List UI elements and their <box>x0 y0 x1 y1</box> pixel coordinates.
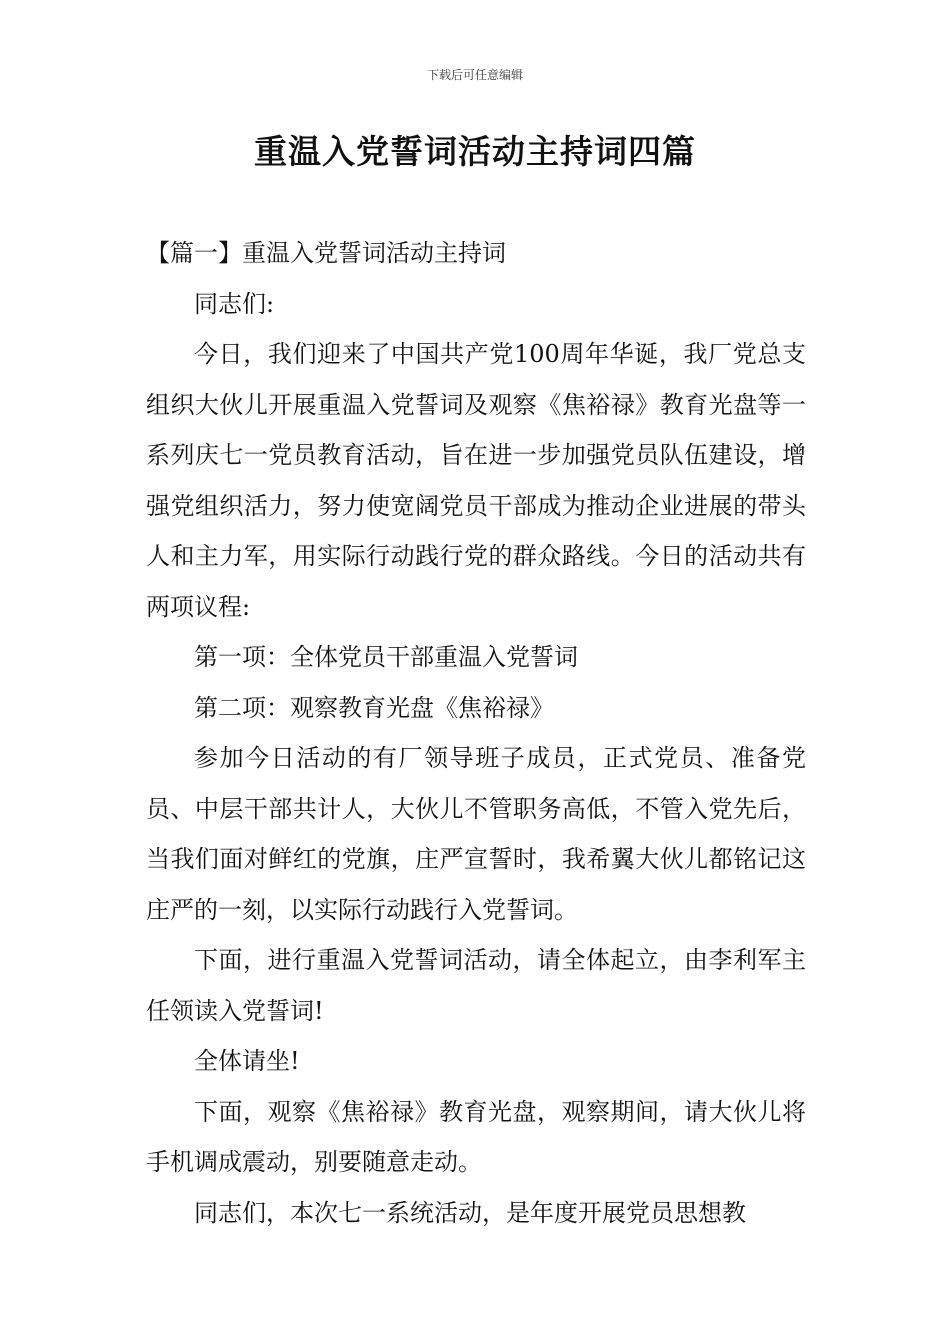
paragraph-intro: 今日，我们迎来了中国共产党100周年华诞，我厂党总支组织大伙儿开展重温入党誓词及观察《焦裕禄》教育光盘等一系列庆七一党员教育活动，旨在进一步加强党员队伍建设，增强党组织活力，努力使宽阔党员干部成为推动企业进展的带头人和主力军，用实际行动践行党的群众路线。今日的活动共有两项议程: <box>146 340 806 621</box>
paragraph-oath-reading: 下面，进行重温入党誓词活动，请全体起立，由李利军主任领读入党誓词! <box>146 946 806 1025</box>
paragraph-agenda-item-2: 第二项：观察教育光盘《焦裕禄》 <box>194 693 554 722</box>
paragraph-agenda-item-1: 第一项：全体党员干部重温入党誓词 <box>194 643 578 671</box>
header-note: 下载后可任意编辑 <box>426 68 523 82</box>
paragraph-closing-start: 同志们，本次七一系统活动，是年度开展党员思想教 <box>194 1198 746 1227</box>
document-title: 重温入党誓词活动主持词四篇 <box>254 132 696 171</box>
document-body <box>146 228 806 1238</box>
paragraph-video-viewing: 下面，观察《焦裕禄》教育光盘，观察期间，请大伙儿将手机调成震动，别要随意走动。 <box>146 1097 806 1176</box>
paragraph-salutation: 同志们: <box>194 289 275 318</box>
section-heading: 【篇一】重温入党誓词活动主持词 <box>146 239 506 267</box>
paragraph-be-seated: 全体请坐! <box>194 1047 300 1075</box>
paragraph-attendees: 参加今日活动的有厂领导班子成员，正式党员、准备党员、中层干部共计人，大伙儿不管职务高低，不管入党先后，当我们面对鲜红的党旗，庄严宣誓时，我希翼大伙儿都铭记这庄严的一刻，以实际行动践行入党誓词。 <box>146 744 806 924</box>
